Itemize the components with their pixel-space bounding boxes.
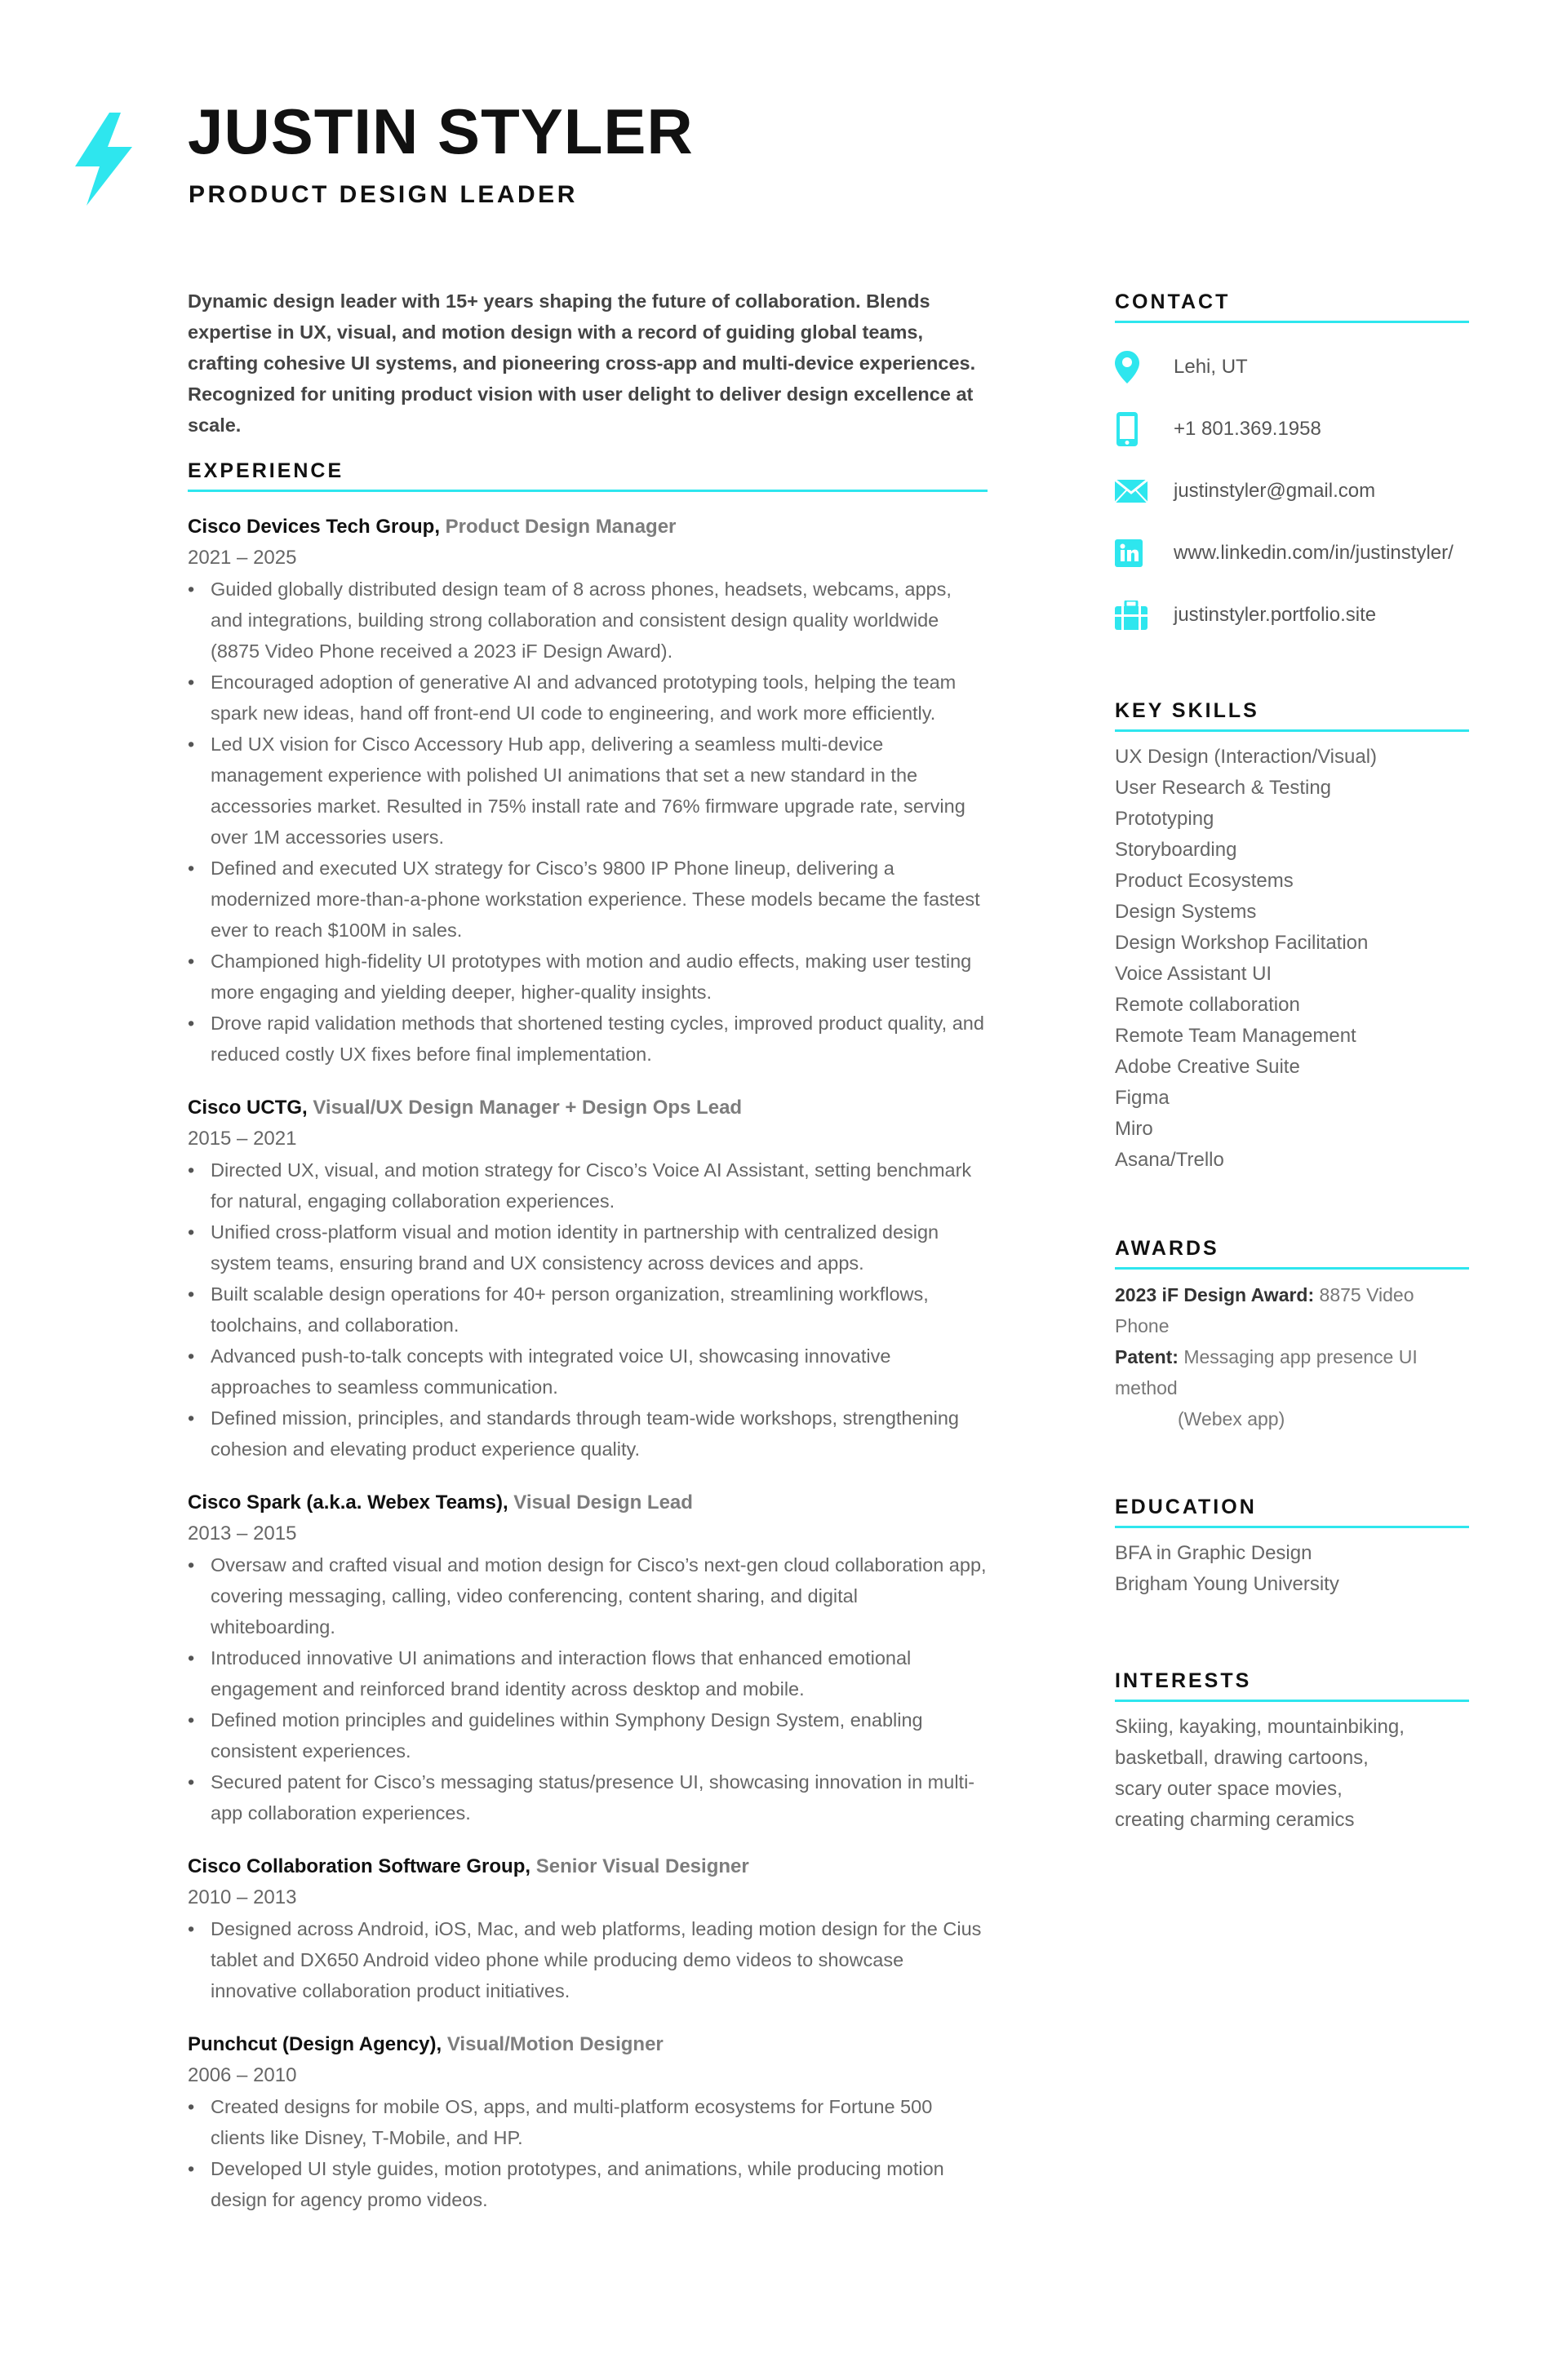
contact-email: [1115, 460, 1469, 522]
job-list: [188, 512, 988, 2215]
skills-heading: KEY SKILLS: [1115, 698, 1469, 732]
job-bullet: • Led UX vision for Cisco Accessory Hub app, delivering a seamless multi-device management experience with polished UI animations that set a new standard in the accessories market. Resulted in 75% install rate and 76% firmware upgrade rate, serving over 1M accessories users.: [211, 729, 988, 853]
job-header: [188, 1851, 988, 1882]
job-entry: [188, 2029, 988, 2215]
job-company: Cisco UCTG,: [188, 1097, 308, 1119]
education-school: Brigham Young University: [1115, 1573, 1339, 1595]
resume-title: PRODUCT DESIGN LEADER: [189, 181, 578, 208]
skill-item: Adobe Creative Suite: [1115, 1056, 1300, 1078]
job-bullets: [188, 2091, 988, 2215]
summary-paragraph: Dynamic design leader with 15+ years shaping the future of collaboration. Blends expertise in UX, visual, and motion design with a record of guiding global teams, crafting cohesive UI systems, and pioneering cross-app and multi-device experiences. Recognized for uniting product vision with user delight to deliver design excellence at scale.: [188, 290, 976, 436]
job-bullet: • Introduced innovative UI animations and interaction flows that enhanced emotional engagement and reinforced brand identity across desktop and mobile.: [211, 1642, 988, 1704]
job-bullets: [188, 1549, 988, 1828]
job-bullet: • Defined and executed UX strategy for Cisco’s 9800 IP Phone lineup, delivering a modernized more-than-a-phone workstation experience. These models became the fastest ever to reach $100M in sales.: [211, 853, 988, 946]
job-bullet: • Designed across Android, iOS, Mac, and web platforms, leading motion design for the Cius tablet and DX650 Android video phone while producing demo videos to showcase innovative collaboration product initiatives.: [211, 1913, 988, 2006]
portfolio-link[interactable]: justinstyler.portfolio.site: [1174, 604, 1377, 626]
award-text: Messaging app presence UI method: [1115, 1346, 1418, 1398]
job-company: Cisco Spark (a.k.a. Webex Teams),: [188, 1491, 508, 1514]
education-degree: BFA in Graphic Design: [1115, 1542, 1312, 1564]
job-years: 2015 – 2021: [188, 1128, 297, 1150]
contact-portfolio: [1115, 584, 1469, 646]
experience-heading: EXPERIENCE: [188, 459, 988, 492]
education-heading: EDUCATION: [1115, 1495, 1469, 1528]
job-bullet: • Guided globally distributed design team of 8 across phones, headsets, webcams, apps, and integrations, building strong collaboration and consistent design quality worldwide (8875 Video Phone received a 2023 iF Design Award).: [211, 574, 988, 667]
skill-item: Remote Team Management: [1115, 1025, 1356, 1047]
job-bullet: • Unified cross-platform visual and motion identity in partnership with centralized design system teams, ensuring brand and UX consistency across devices and apps.: [211, 1217, 988, 1279]
experience-section: [188, 459, 988, 2238]
interest-line: scary outer space movies,: [1115, 1778, 1343, 1800]
job-bullets: [188, 1155, 988, 1465]
award-item: [1115, 1341, 1469, 1403]
job-role: Visual Design Lead: [513, 1491, 693, 1514]
job-bullets: [188, 1913, 988, 2006]
job-years: 2010 – 2013: [188, 1886, 297, 1908]
interest-line: basketball, drawing cartoons,: [1115, 1747, 1369, 1769]
job-bullet: • Directed UX, visual, and motion strategy for Cisco’s Voice AI Assistant, setting benchmark for natural, engaging collaboration experiences.: [211, 1155, 988, 1217]
job-entry: [188, 1092, 988, 1465]
interests-heading: INTERESTS: [1115, 1669, 1469, 1702]
awards-section: [1115, 1236, 1469, 1434]
job-entry: [188, 1851, 988, 2006]
contact-phone: [1115, 398, 1469, 460]
skill-item: Remote collaboration: [1115, 994, 1300, 1016]
job-header: [188, 1092, 988, 1124]
location-text: Lehi, UT: [1174, 356, 1248, 378]
job-years: 2013 – 2015: [188, 1522, 297, 1545]
skill-item: UX Design (Interaction/Visual): [1115, 746, 1378, 768]
resume-name: JUSTIN STYLER: [188, 95, 694, 167]
job-header: [188, 512, 988, 543]
skill-item: Miro: [1115, 1118, 1153, 1140]
interests-list: [1115, 1712, 1469, 1836]
skill-item: Design Workshop Facilitation: [1115, 932, 1369, 954]
job-years: 2006 – 2010: [188, 2064, 297, 2086]
skill-item: Design Systems: [1115, 901, 1257, 923]
skill-item: User Research & Testing: [1115, 777, 1332, 799]
email-link[interactable]: justinstyler@gmail.com: [1174, 480, 1376, 502]
skills-list: [1115, 742, 1469, 1176]
job-bullet: • Advanced push-to-talk concepts with integrated voice UI, showcasing innovative approaches to seamless communication.: [211, 1341, 988, 1403]
contact-location: [1115, 336, 1469, 398]
job-header: [188, 1487, 988, 1518]
job-bullet: • Created designs for mobile OS, apps, and multi-platform ecosystems for Fortune 500 clients like Disney, T-Mobile, and HP.: [211, 2091, 988, 2153]
sidebar: [1115, 290, 1469, 1836]
job-role: Product Design Manager: [445, 516, 677, 538]
skill-item: Asana/Trello: [1115, 1149, 1224, 1171]
skill-item: Storyboarding: [1115, 839, 1237, 861]
job-bullet: • Developed UI style guides, motion prototypes, and animations, while producing motion design for agency promo videos.: [211, 2153, 988, 2215]
linkedin-link[interactable]: www.linkedin.com/in/justinstyler/: [1174, 542, 1454, 564]
job-bullet: • Built scalable design operations for 40+ person organization, streamlining workflows, toolchains, and collaboration.: [211, 1279, 988, 1341]
skills-section: [1115, 698, 1469, 1176]
job-entry: [188, 1487, 988, 1828]
job-company: Cisco Collaboration Software Group,: [188, 1855, 531, 1877]
education-section: [1115, 1495, 1469, 1600]
linkedin-icon: [1115, 535, 1154, 571]
location-pin-icon: [1115, 349, 1154, 385]
awards-heading: AWARDS: [1115, 1236, 1469, 1270]
contact-heading: CONTACT: [1115, 290, 1469, 323]
job-role: Visual/UX Design Manager + Design Ops Lead: [313, 1097, 743, 1119]
job-years: 2021 – 2025: [188, 547, 297, 569]
job-bullet: • Defined motion principles and guidelines within Symphony Design System, enabling consistent experiences.: [211, 1704, 988, 1766]
job-role: Senior Visual Designer: [535, 1855, 749, 1877]
email-icon: [1115, 473, 1154, 509]
skill-item: Voice Assistant UI: [1115, 963, 1272, 985]
job-header: [188, 2029, 988, 2060]
job-company: Punchcut (Design Agency),: [188, 2033, 442, 2055]
job-bullet: • Secured patent for Cisco’s messaging status/presence UI, showcasing innovation in multi-app collaboration experiences.: [211, 1766, 988, 1828]
award-continuation: (Webex app): [1178, 1408, 1285, 1429]
job-bullet: • Defined mission, principles, and standards through team-wide workshops, strengthening cohesion and elevating product experience quality.: [211, 1403, 988, 1465]
award-text: 8875 Video Phone: [1115, 1284, 1414, 1336]
skill-item: Prototyping: [1115, 808, 1214, 830]
skill-item: Figma: [1115, 1087, 1170, 1109]
briefcase-icon: [1115, 597, 1154, 633]
interest-line: Skiing, kayaking, mountainbiking,: [1115, 1716, 1405, 1738]
job-bullet: • Oversaw and crafted visual and motion design for Cisco’s next-gen cloud collaboration app, covering messaging, calling, video conferencing, content sharing, and digital whiteboarding.: [211, 1549, 988, 1642]
award-item: [1115, 1279, 1469, 1341]
award-label: 2023 iF Design Award:: [1115, 1284, 1315, 1305]
phone-text[interactable]: +1 801.369.1958: [1174, 418, 1321, 440]
job-company: Cisco Devices Tech Group,: [188, 516, 440, 538]
job-bullet: • Championed high-fidelity UI prototypes with motion and audio effects, making user testing more engaging and yielding deeper, higher-quality insights.: [211, 946, 988, 1008]
skill-item: Product Ecosystems: [1115, 870, 1294, 892]
contact-section: [1115, 290, 1469, 646]
interests-section: [1115, 1669, 1469, 1836]
job-entry: [188, 512, 988, 1070]
lightning-bolt-icon: [75, 113, 132, 206]
contact-linkedin: [1115, 522, 1469, 584]
phone-icon: [1115, 411, 1154, 447]
award-label: Patent:: [1115, 1346, 1179, 1367]
job-bullet: • Encouraged adoption of generative AI and advanced prototyping tools, helping the team spark new ideas, hand off front-end UI code to engineering, and work more efficiently.: [211, 667, 988, 729]
job-bullet: • Drove rapid validation methods that shortened testing cycles, improved product quality, and reduced costly UX fixes before final implementation.: [211, 1008, 988, 1070]
job-bullets: [188, 574, 988, 1070]
job-role: Visual/Motion Designer: [446, 2033, 664, 2055]
interest-line: creating charming ceramics: [1115, 1809, 1355, 1831]
